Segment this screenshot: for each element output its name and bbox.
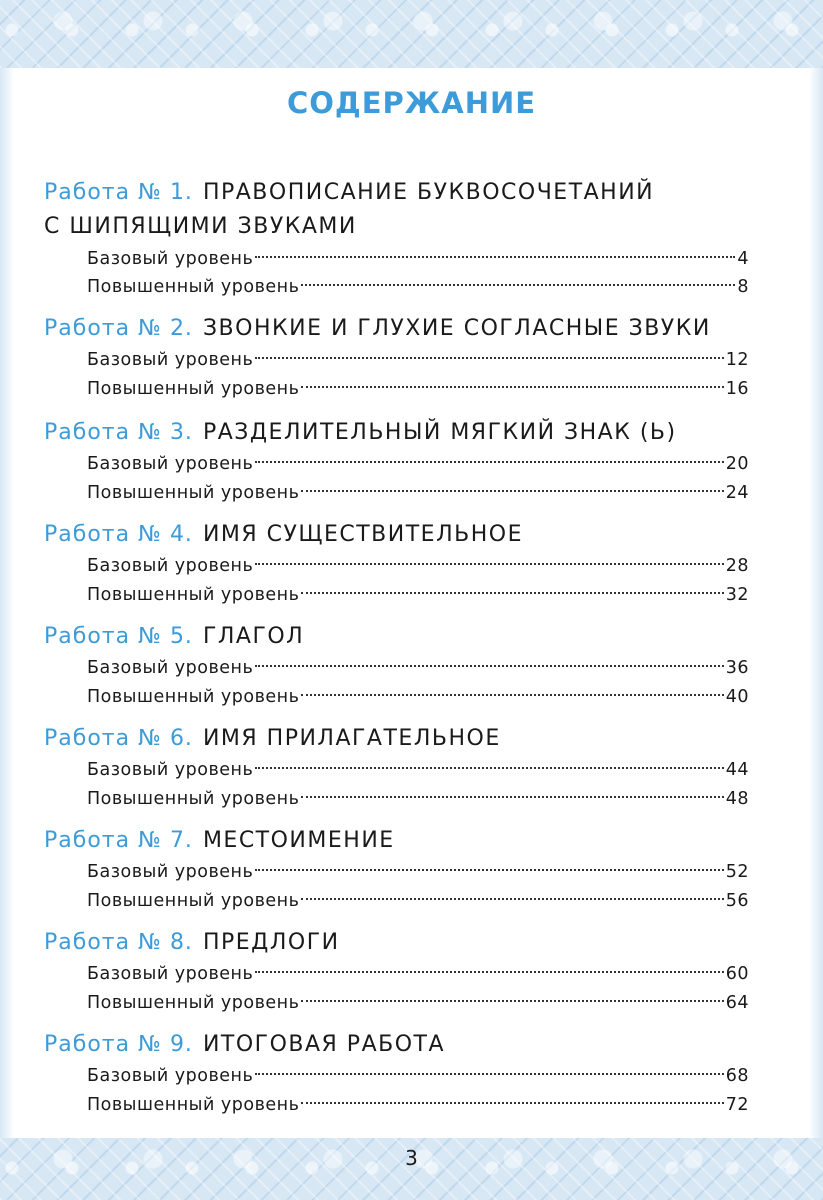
entry-page-number: 68 [725, 1066, 749, 1086]
dot-leader [255, 971, 723, 973]
dot-leader [301, 284, 735, 286]
dot-leader [255, 767, 723, 769]
dot-leader [301, 1102, 723, 1104]
entry-page-number: 56 [725, 891, 749, 911]
section-label: Работа № 7. [44, 828, 193, 853]
section-label: Работа № 1. [44, 180, 193, 205]
dot-leader [255, 357, 723, 359]
dot-leader [255, 869, 723, 871]
section-title: ИТОГОВАЯ РАБОТА [202, 1032, 446, 1057]
entry-name: Повышенный уровень [87, 277, 300, 297]
toc-entry-basic[interactable] [87, 959, 749, 989]
dot-leader [255, 256, 735, 258]
entry-page-number: 16 [725, 379, 749, 399]
entry-page-number: 48 [725, 789, 749, 809]
entry-name: Базовый уровень [87, 249, 254, 269]
entry-page-number: 28 [725, 556, 749, 576]
section-title: РАЗДЕЛИТЕЛЬНЫЙ МЯГКИЙ ЗНАК (Ь) [202, 420, 677, 445]
dot-leader [255, 461, 723, 463]
entry-name: Повышенный уровень [87, 1095, 300, 1115]
toc-entry-basic[interactable] [87, 345, 749, 375]
toc-entry-advanced[interactable] [87, 478, 749, 508]
section-heading[interactable] [44, 416, 764, 450]
dot-leader [301, 490, 723, 492]
entry-name: Базовый уровень [87, 556, 254, 576]
dot-leader [255, 665, 723, 667]
section-label: Работа № 2. [44, 316, 193, 341]
entry-name: Базовый уровень [87, 454, 254, 474]
entry-name: Базовый уровень [87, 1066, 254, 1086]
entry-page-number: 72 [725, 1095, 749, 1115]
decorative-right-edge [809, 68, 823, 1138]
section-label: Работа № 3. [44, 420, 193, 445]
entry-name: Базовый уровень [87, 760, 254, 780]
section-title: ИМЯ СУЩЕСТВИТЕЛЬНОЕ [202, 522, 523, 547]
section-heading[interactable] [44, 176, 764, 239]
toc-entry-advanced[interactable] [87, 374, 749, 404]
toc-entry-basic[interactable] [87, 653, 749, 683]
dot-leader [301, 386, 723, 388]
entry-page-number: 64 [725, 993, 749, 1013]
section-label: Работа № 5. [44, 624, 193, 649]
entry-page-number: 12 [725, 350, 749, 370]
entry-name: Повышенный уровень [87, 483, 300, 503]
section-label: Работа № 8. [44, 930, 193, 955]
entry-page-number: 20 [725, 454, 749, 474]
entry-name: Повышенный уровень [87, 993, 300, 1013]
entry-name: Повышенный уровень [87, 585, 300, 605]
entry-name: Базовый уровень [87, 658, 254, 678]
entry-page-number: 32 [725, 585, 749, 605]
section-heading[interactable] [44, 824, 764, 858]
decorative-left-edge [0, 68, 14, 1138]
section-heading[interactable] [44, 722, 764, 756]
section-title: ПРАВОПИСАНИЕ БУКВОСОЧЕТАНИЙ [202, 180, 655, 205]
toc-entry-advanced[interactable] [87, 1090, 749, 1120]
page-title: СОДЕРЖАНИЕ [286, 86, 537, 120]
toc-entry-basic[interactable] [87, 857, 749, 887]
toc-entry-basic[interactable] [87, 755, 749, 785]
toc-entry-advanced[interactable] [87, 272, 749, 302]
toc-entry-basic[interactable] [87, 1061, 749, 1091]
section-heading[interactable] [44, 518, 764, 552]
section-title: ИМЯ ПРИЛАГАТЕЛЬНОЕ [202, 726, 501, 751]
toc-entry-advanced[interactable] [87, 784, 749, 814]
toc-entry-advanced[interactable] [87, 580, 749, 610]
entry-name: Базовый уровень [87, 350, 254, 370]
toc-entry-basic[interactable] [87, 244, 749, 274]
section-title: ЗВОНКИЕ И ГЛУХИЕ СОГЛАСНЫЕ ЗВУКИ [202, 316, 711, 341]
section-heading[interactable] [44, 1028, 764, 1062]
dot-leader [301, 1000, 723, 1002]
dot-leader [301, 898, 723, 900]
toc-entry-basic[interactable] [87, 449, 749, 479]
entry-page-number: 4 [737, 249, 749, 269]
entry-name: Повышенный уровень [87, 789, 300, 809]
section-label: Работа № 9. [44, 1032, 193, 1057]
entry-name: Базовый уровень [87, 862, 254, 882]
entry-name: Базовый уровень [87, 964, 254, 984]
dot-leader [301, 694, 723, 696]
entry-name: Повышенный уровень [87, 379, 300, 399]
section-heading[interactable] [44, 926, 764, 960]
dot-leader [301, 592, 723, 594]
entry-name: Повышенный уровень [87, 687, 300, 707]
entry-name: Повышенный уровень [87, 891, 300, 911]
page-number: 3 [405, 1146, 418, 1170]
entry-page-number: 44 [725, 760, 749, 780]
section-heading[interactable] [44, 620, 764, 654]
dot-leader [255, 1073, 723, 1075]
entry-page-number: 40 [725, 687, 749, 707]
dot-leader [255, 563, 723, 565]
entry-page-number: 24 [725, 483, 749, 503]
toc-entry-basic[interactable] [87, 551, 749, 581]
toc-entry-advanced[interactable] [87, 988, 749, 1018]
section-title: ПРЕДЛОГИ [202, 930, 340, 955]
section-label: Работа № 6. [44, 726, 193, 751]
toc-entry-advanced[interactable] [87, 886, 749, 916]
entry-page-number: 8 [737, 277, 749, 297]
section-title: МЕСТОИМЕНИЕ [202, 828, 395, 853]
section-label: Работа № 4. [44, 522, 193, 547]
dot-leader [301, 796, 723, 798]
section-title-continuation: С ШИПЯЩИМИ ЗВУКАМИ [44, 214, 357, 239]
section-heading[interactable] [44, 312, 764, 346]
entry-page-number: 52 [725, 862, 749, 882]
decorative-top-border [0, 0, 823, 68]
entry-page-number: 60 [725, 964, 749, 984]
toc-entry-advanced[interactable] [87, 682, 749, 712]
entry-page-number: 36 [725, 658, 749, 678]
section-title: ГЛАГОЛ [202, 624, 305, 649]
